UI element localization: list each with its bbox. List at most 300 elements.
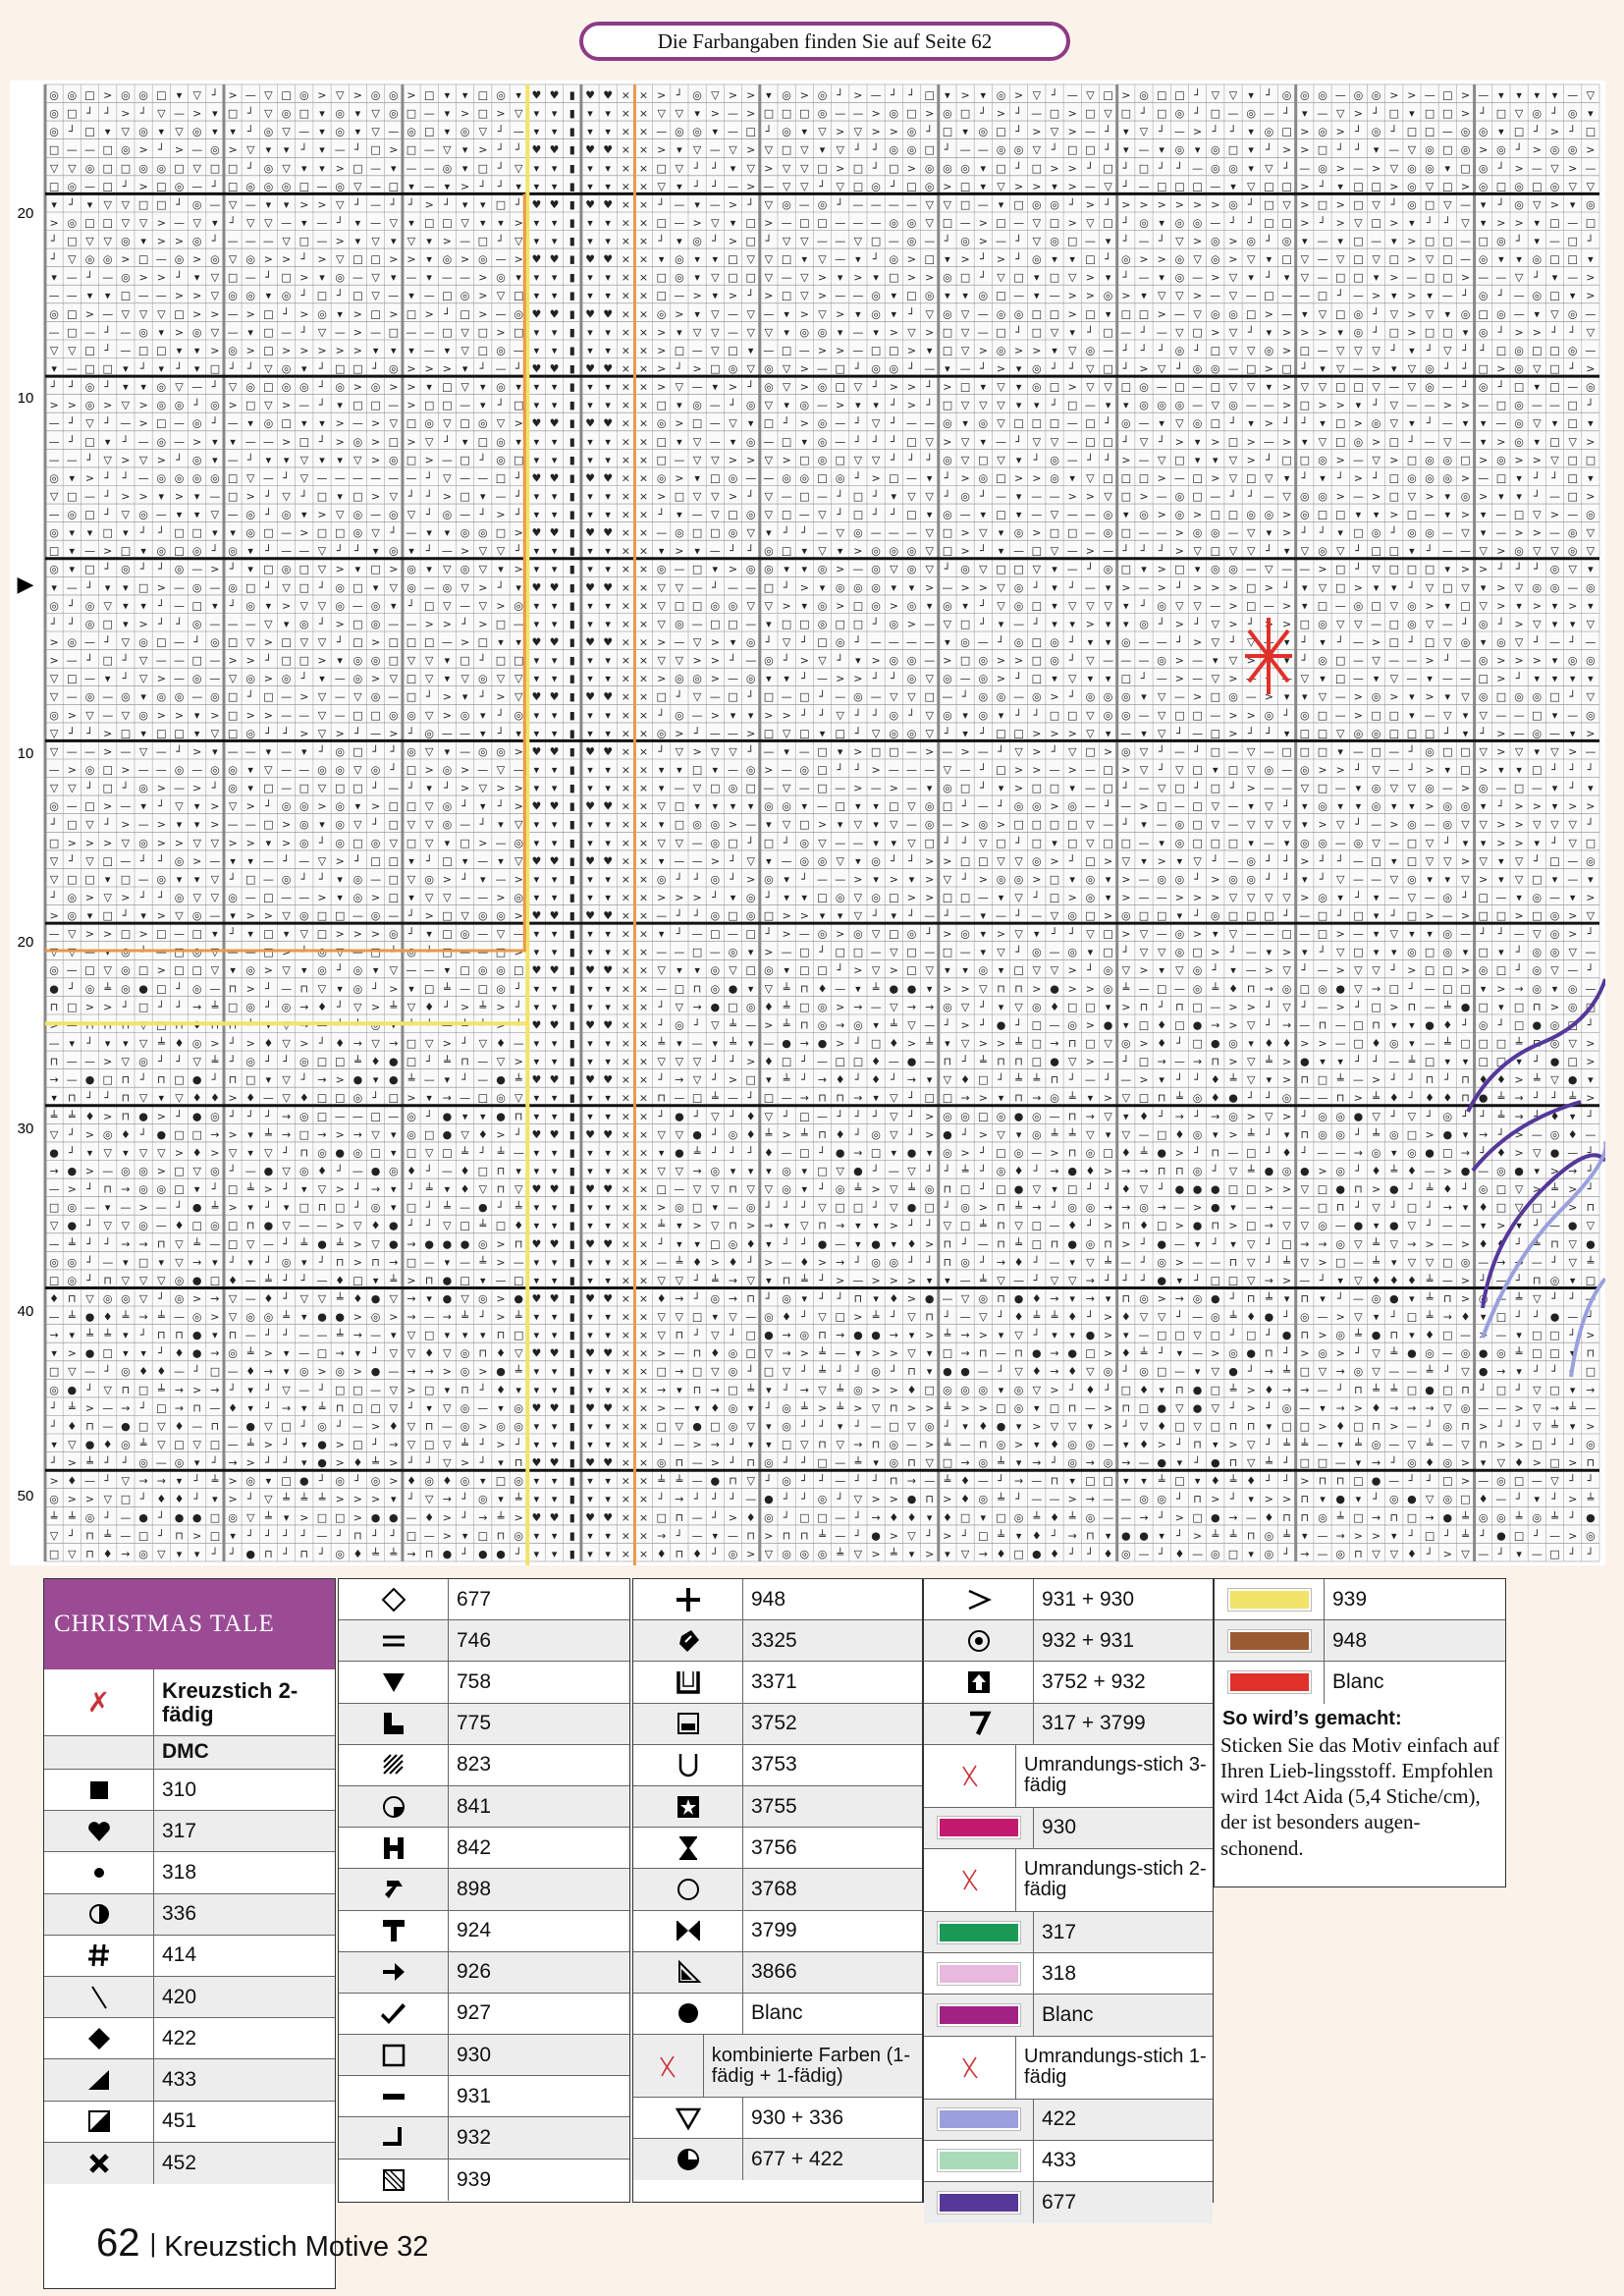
svg-text:×: ×: [639, 509, 648, 521]
svg-text:▾: ▾: [534, 982, 540, 995]
svg-text:□: □: [1389, 727, 1399, 739]
swatch-line: [938, 2004, 1020, 2026]
svg-text:□: □: [960, 782, 970, 794]
svg-text:—: —: [335, 143, 346, 156]
svg-text:▽: ▽: [390, 964, 399, 977]
svg-text:—: —: [67, 271, 78, 284]
svg-text:◎: ◎: [997, 89, 1006, 102]
svg-text:>: >: [1568, 599, 1577, 612]
svg-text:□: □: [1353, 381, 1363, 394]
svg-text:□: □: [156, 180, 166, 192]
svg-text:□: □: [406, 673, 416, 685]
svg-text:♦: ♦: [960, 1073, 970, 1086]
svg-text:□: □: [889, 892, 898, 904]
svg-text:▾: ▾: [284, 198, 290, 211]
svg-text:▽: ▽: [1068, 1056, 1077, 1068]
svg-text:□: □: [263, 381, 273, 394]
svg-text:>: >: [764, 946, 773, 958]
svg-text:>: >: [1586, 362, 1595, 375]
svg-text:◎: ◎: [943, 599, 952, 612]
svg-text:>: >: [1389, 690, 1398, 703]
svg-text:◎: ◎: [389, 107, 399, 120]
svg-text:◎: ◎: [1104, 290, 1113, 302]
svg-text:—: —: [1120, 800, 1131, 813]
svg-text:▽: ▽: [925, 673, 934, 685]
svg-text:□: □: [853, 1056, 863, 1068]
svg-text:—: —: [1585, 745, 1596, 758]
svg-text:◎: ◎: [210, 636, 220, 649]
svg-text:▽: ▽: [925, 964, 934, 977]
svg-text:◎: ◎: [156, 545, 166, 558]
svg-text:▽: ▽: [1212, 636, 1220, 649]
svg-text:▾: ▾: [605, 326, 611, 339]
svg-text:—: —: [745, 1018, 756, 1031]
svg-text:▽: ▽: [1408, 892, 1417, 904]
svg-text:□: □: [782, 344, 791, 356]
svg-text:□: □: [1586, 454, 1596, 466]
svg-text:—: —: [1120, 654, 1131, 667]
svg-text:×: ×: [622, 818, 630, 831]
svg-text:◎: ◎: [138, 89, 148, 102]
svg-text:—: —: [1425, 399, 1435, 411]
svg-text:┘: ┘: [408, 1017, 415, 1031]
svg-text:┘: ┘: [1087, 562, 1094, 575]
svg-text:┘: ┘: [712, 1055, 719, 1068]
svg-text:□: □: [960, 892, 970, 904]
svg-text:╧: ╧: [1014, 1072, 1022, 1086]
svg-text:×: ×: [639, 307, 648, 320]
svg-text:▾: ▾: [534, 563, 540, 575]
svg-text:□: □: [514, 654, 523, 667]
svg-text:▽: ▽: [961, 1001, 970, 1013]
svg-text:▽: ▽: [497, 545, 506, 558]
svg-text:—: —: [1442, 545, 1453, 558]
svg-text:□: □: [102, 526, 112, 539]
svg-text:◎: ◎: [1086, 690, 1096, 703]
svg-text:—: —: [1335, 782, 1346, 794]
svg-text:□: □: [478, 107, 488, 120]
svg-text:▽: ▽: [1301, 271, 1310, 284]
svg-text:▽: ▽: [676, 1001, 684, 1013]
svg-text:>: >: [925, 892, 934, 904]
svg-text:—: —: [1264, 435, 1274, 448]
svg-text:>: >: [1050, 727, 1058, 739]
svg-text:>: >: [389, 381, 398, 394]
svg-text:×: ×: [639, 636, 648, 649]
svg-text:—: —: [1139, 143, 1150, 156]
svg-text:—: —: [477, 946, 488, 958]
svg-text:□: □: [1300, 727, 1310, 739]
svg-text:>: >: [1032, 982, 1041, 995]
svg-text:◎: ◎: [49, 599, 59, 612]
svg-text:▾: ▾: [445, 107, 451, 120]
svg-text:×: ×: [639, 581, 648, 594]
svg-text:┘: ┘: [461, 1072, 468, 1086]
svg-text:┘: ┘: [193, 635, 200, 649]
svg-text:◎: ◎: [1514, 545, 1524, 558]
svg-text:—: —: [852, 326, 863, 339]
svg-text:♥: ♥: [585, 690, 595, 703]
svg-text:×: ×: [622, 344, 630, 356]
svg-text:◎: ◎: [997, 307, 1006, 320]
svg-text:>: >: [1407, 253, 1416, 266]
svg-text:◎: ◎: [371, 89, 381, 102]
svg-text:□: □: [389, 818, 399, 831]
svg-text:▾: ▾: [1141, 563, 1147, 575]
svg-text:>: >: [1265, 964, 1273, 977]
svg-text:—: —: [1228, 362, 1239, 375]
svg-text:◎: ◎: [1550, 1037, 1560, 1050]
svg-text:♥: ♥: [603, 854, 613, 867]
svg-text:>: >: [782, 709, 790, 722]
svg-text:>: >: [818, 271, 827, 284]
svg-text:┘: ┘: [891, 179, 897, 192]
svg-text:□: □: [1264, 198, 1273, 211]
svg-text:—: —: [67, 362, 78, 375]
svg-text:▽: ▽: [1336, 818, 1345, 831]
svg-text:□: □: [263, 307, 273, 320]
svg-text:┘: ┘: [1230, 635, 1237, 649]
svg-text:▽: ▽: [1175, 764, 1184, 777]
svg-text:┘: ┘: [837, 963, 843, 977]
svg-text:□: □: [1532, 344, 1542, 356]
big-dot-icon: [633, 1994, 743, 2034]
svg-text:▽: ▽: [1212, 800, 1220, 813]
svg-text:×: ×: [639, 727, 648, 739]
svg-text:▾: ▾: [534, 490, 540, 503]
svg-text:▾: ▾: [587, 326, 593, 339]
svg-text:╧: ╧: [979, 1055, 987, 1068]
svg-text:┘: ┘: [1052, 744, 1058, 758]
svg-text:—: —: [799, 509, 810, 521]
pie-icon: [633, 2139, 743, 2180]
brand-row: [44, 1736, 335, 1770]
svg-text:▽: ▽: [836, 143, 844, 156]
svg-text:▽: ▽: [997, 417, 1005, 430]
svg-text:▾: ▾: [838, 271, 843, 284]
svg-text:▽: ▽: [425, 435, 434, 448]
svg-text:┘: ┘: [1159, 161, 1165, 175]
svg-text:—: —: [496, 362, 507, 375]
svg-text:◎: ◎: [406, 745, 416, 758]
svg-text:◎: ◎: [836, 892, 845, 904]
svg-text:▽: ▽: [765, 198, 774, 211]
svg-text:>: >: [1533, 599, 1542, 612]
svg-text:×: ×: [622, 198, 630, 211]
svg-text:◎: ◎: [1407, 946, 1417, 958]
color-swatch: [1215, 1620, 1325, 1661]
svg-text:┘: ┘: [855, 726, 862, 739]
svg-text:▾: ▾: [534, 162, 540, 175]
svg-text:—: —: [1228, 107, 1239, 120]
svg-text:▽: ▽: [1336, 545, 1345, 558]
svg-text:>: >: [1139, 1037, 1148, 1050]
svg-text:◎: ◎: [943, 454, 952, 466]
svg-text:┘: ┘: [140, 1072, 147, 1086]
svg-text:>: >: [1461, 964, 1470, 977]
svg-text:□: □: [782, 1056, 791, 1068]
svg-text:▾: ▾: [766, 854, 772, 867]
svg-text:×: ×: [639, 454, 648, 466]
svg-text:>: >: [1514, 837, 1523, 849]
svg-text:♦: ♦: [496, 1037, 506, 1050]
svg-text:▾: ▾: [194, 709, 200, 722]
svg-text:—: —: [1103, 344, 1113, 356]
svg-text:▽: ▽: [1193, 545, 1202, 558]
svg-text:◎: ◎: [49, 307, 59, 320]
svg-text:◎: ◎: [710, 873, 720, 886]
svg-text:▾: ▾: [927, 982, 933, 995]
svg-text:▾: ▾: [319, 271, 325, 284]
svg-text:—: —: [960, 217, 971, 230]
svg-text:×: ×: [622, 253, 630, 266]
svg-text:—: —: [1442, 126, 1453, 138]
svg-text:>: >: [478, 837, 487, 849]
svg-text:→: →: [389, 1037, 398, 1050]
svg-text:▾: ▾: [105, 673, 111, 685]
svg-text:▽: ▽: [1336, 946, 1345, 958]
svg-text:▽: ▽: [1265, 162, 1273, 175]
svg-text:◎: ◎: [353, 964, 363, 977]
svg-text:┘: ┘: [426, 1055, 433, 1068]
svg-text:♦: ♦: [889, 1037, 898, 1050]
svg-text:□: □: [1425, 636, 1435, 649]
svg-text:▾: ▾: [1123, 126, 1129, 138]
svg-text:╧: ╧: [1443, 1036, 1451, 1050]
svg-text:—: —: [745, 581, 756, 594]
svg-text:┘: ┘: [855, 142, 862, 156]
svg-text:▽: ▽: [460, 326, 469, 339]
svg-text:>: >: [1086, 198, 1095, 211]
svg-text:▽: ▽: [122, 636, 131, 649]
svg-text:┘: ┘: [498, 161, 505, 175]
svg-text:♦: ♦: [1211, 1073, 1220, 1086]
svg-text:>: >: [997, 818, 1005, 831]
thread-code: 924: [449, 1920, 491, 1941]
svg-text:▾: ▾: [713, 764, 719, 777]
svg-text:—: —: [1442, 381, 1453, 394]
svg-text:♥: ♥: [603, 690, 613, 703]
svg-text:◎: ◎: [1193, 982, 1203, 995]
svg-text:▮: ▮: [569, 344, 575, 356]
svg-text:—: —: [799, 198, 810, 211]
svg-text:>: >: [210, 709, 219, 722]
svg-text:>: >: [1568, 909, 1577, 922]
svg-text:—: —: [138, 435, 149, 448]
svg-text:□: □: [943, 892, 952, 904]
svg-text:—: —: [1425, 818, 1435, 831]
svg-text:┘: ┘: [855, 361, 862, 375]
svg-text:—: —: [1264, 837, 1274, 849]
thread-code: 926: [449, 1961, 491, 1983]
svg-text:>: >: [157, 271, 166, 284]
svg-text:—: —: [906, 745, 917, 758]
svg-text:┘: ┘: [1015, 125, 1022, 138]
svg-text:>: >: [907, 162, 916, 175]
svg-text:┘: ┘: [819, 708, 826, 722]
svg-text:┘: ┘: [926, 398, 933, 411]
svg-text:>: >: [1282, 946, 1291, 958]
svg-text:—: —: [1371, 235, 1381, 247]
svg-text:□: □: [1103, 471, 1112, 484]
svg-text:▾: ▾: [247, 417, 253, 430]
svg-text:▾: ▾: [1106, 673, 1111, 685]
svg-text:—: —: [1567, 964, 1578, 977]
svg-text:□: □: [299, 180, 309, 192]
svg-text:—: —: [84, 326, 95, 339]
svg-text:>: >: [960, 745, 969, 758]
svg-text:┘: ┘: [1141, 672, 1148, 685]
svg-text:┘: ┘: [1427, 343, 1434, 356]
svg-text:◎: ◎: [1175, 399, 1185, 411]
svg-text:>: >: [1068, 490, 1077, 503]
svg-text:◎: ◎: [192, 581, 202, 594]
svg-text:┘: ┘: [1159, 544, 1165, 558]
dmc-row: [924, 1620, 1213, 1662]
svg-text:▽: ▽: [497, 417, 506, 430]
svg-text:□: □: [1067, 1001, 1077, 1013]
svg-text:—: —: [817, 526, 828, 539]
svg-text:□: □: [1192, 764, 1202, 777]
svg-text:◎: ◎: [1568, 107, 1578, 120]
svg-text:▾: ▾: [587, 982, 593, 995]
svg-text:▾: ▾: [445, 344, 451, 356]
svg-text:▮: ▮: [569, 381, 575, 394]
svg-text:□: □: [978, 1073, 988, 1086]
svg-text:▽: ▽: [676, 1056, 684, 1068]
svg-text:▾: ▾: [1391, 800, 1397, 813]
svg-text:□: □: [1353, 909, 1363, 922]
svg-text:>: >: [514, 526, 523, 539]
svg-text:▽: ▽: [711, 490, 720, 503]
svg-text:□: □: [102, 764, 112, 777]
svg-text:>: >: [1461, 180, 1470, 192]
svg-text:◎: ◎: [175, 180, 185, 192]
svg-text:>: >: [800, 581, 809, 594]
svg-text:—: —: [1585, 307, 1596, 320]
svg-text:┘: ┘: [104, 562, 111, 575]
svg-text:>: >: [890, 599, 898, 612]
svg-text:□: □: [1478, 1001, 1488, 1013]
svg-text:□: □: [728, 253, 737, 266]
svg-text:┘: ┘: [908, 88, 915, 102]
svg-text:□: □: [84, 509, 94, 521]
svg-text:◎: ◎: [85, 381, 95, 394]
svg-text:>: >: [1068, 162, 1077, 175]
svg-text:▾: ▾: [534, 381, 540, 394]
svg-text:▽: ▽: [1229, 471, 1238, 484]
svg-text:▮: ▮: [569, 599, 575, 612]
svg-text:▽: ▽: [1461, 581, 1470, 594]
svg-text:□: □: [1032, 654, 1042, 667]
svg-text:◎: ◎: [871, 892, 881, 904]
svg-text:□: □: [1228, 509, 1238, 521]
svg-text:▾: ▾: [1284, 545, 1290, 558]
svg-text:□: □: [1050, 873, 1059, 886]
svg-text:×: ×: [622, 727, 630, 739]
svg-text:▽: ▽: [1461, 818, 1470, 831]
svg-text:▾: ▾: [1463, 417, 1469, 430]
svg-text:▽: ▽: [746, 307, 755, 320]
svg-text:□: □: [1478, 946, 1488, 958]
svg-text:◎: ◎: [49, 964, 59, 977]
svg-text:┘: ┘: [1588, 963, 1595, 977]
svg-text:—: —: [67, 290, 78, 302]
svg-text:▾: ▾: [1267, 253, 1272, 266]
row-number-label: 10: [18, 745, 34, 762]
svg-text:▽: ▽: [1408, 362, 1417, 375]
svg-text:▾: ▾: [515, 435, 521, 448]
svg-text:▾: ▾: [748, 344, 754, 356]
svg-text:▾: ▾: [534, 892, 540, 904]
svg-text:◎: ◎: [1032, 381, 1042, 394]
svg-text:>: >: [49, 217, 58, 230]
svg-text:▾: ▾: [1445, 563, 1451, 575]
svg-text:□: □: [1174, 180, 1184, 192]
svg-text:▽: ▽: [211, 727, 220, 739]
svg-text:▾: ▾: [462, 89, 468, 102]
svg-text:▾: ▾: [999, 892, 1004, 904]
svg-text:┘: ┘: [945, 908, 951, 922]
svg-text:—: —: [1085, 764, 1096, 777]
svg-text:—: —: [1228, 745, 1239, 758]
svg-text:▽: ▽: [1354, 982, 1363, 995]
svg-text:□: □: [1174, 563, 1184, 575]
svg-text:◎: ◎: [818, 1001, 828, 1013]
svg-text:┘: ┘: [1355, 817, 1362, 831]
svg-text:—: —: [1246, 964, 1257, 977]
svg-text:▽: ▽: [1193, 854, 1202, 867]
svg-text:▽: ▽: [68, 344, 77, 356]
svg-text:□: □: [1264, 180, 1273, 192]
svg-text:▽: ▽: [1212, 618, 1220, 630]
svg-text:▽: ▽: [1086, 381, 1095, 394]
svg-text:┘: ┘: [265, 489, 272, 503]
svg-text:┘: ┘: [747, 836, 754, 849]
thread-code: 930: [1034, 1817, 1076, 1838]
svg-text:□: □: [228, 162, 238, 175]
svg-text:◎: ◎: [282, 800, 292, 813]
svg-text:□: □: [1157, 107, 1166, 120]
svg-text:▾: ▾: [1463, 1056, 1469, 1068]
brand-label: DMC: [154, 1741, 209, 1763]
svg-text:◎: ◎: [1479, 381, 1489, 394]
svg-text:>: >: [1407, 326, 1416, 339]
svg-text:◎: ◎: [121, 982, 131, 995]
svg-text:□: □: [1050, 417, 1059, 430]
svg-text:┘: ┘: [212, 1072, 219, 1086]
svg-text:◎: ◎: [1139, 381, 1149, 394]
svg-text:—: —: [782, 271, 792, 284]
svg-text:>: >: [925, 107, 934, 120]
svg-text:┘: ┘: [319, 398, 326, 411]
svg-text:▽: ▽: [1175, 964, 1184, 977]
svg-text:—: —: [245, 618, 256, 630]
svg-text:┘: ┘: [300, 289, 307, 302]
svg-text:▾: ▾: [1052, 837, 1057, 849]
svg-text:◎: ◎: [1425, 362, 1435, 375]
svg-text:◎: ◎: [1550, 928, 1560, 941]
svg-text:▾: ▾: [999, 618, 1004, 630]
svg-text:>: >: [1407, 964, 1416, 977]
svg-text:▽: ▽: [818, 509, 827, 521]
svg-text:┘: ┘: [140, 891, 147, 904]
svg-text:┘: ┘: [1569, 763, 1576, 777]
svg-text:□: □: [871, 235, 881, 247]
svg-text:⊓: ⊓: [122, 1073, 131, 1086]
svg-text:▾: ▾: [194, 490, 200, 503]
svg-text:▽: ▽: [1336, 362, 1345, 375]
